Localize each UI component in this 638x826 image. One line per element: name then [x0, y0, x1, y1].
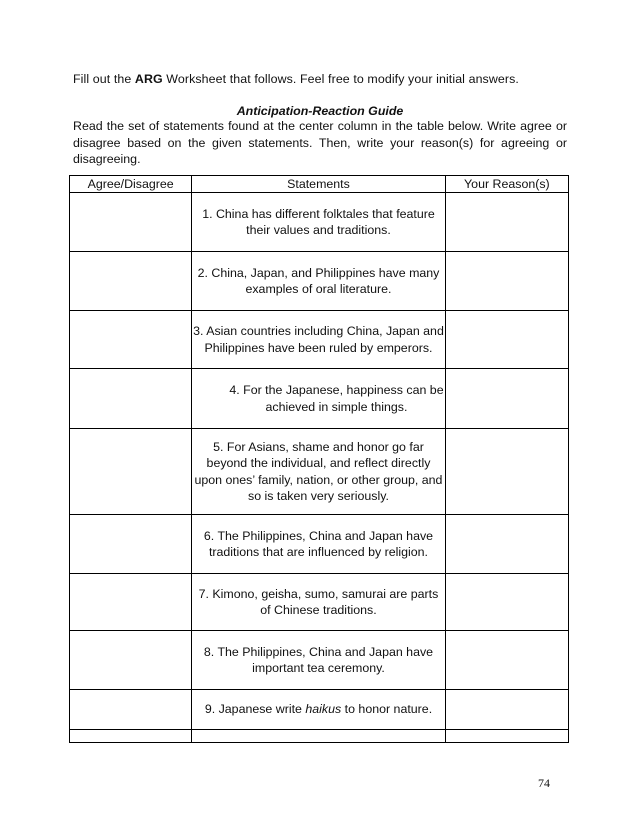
- instructions-paragraph: Read the set of statements found at the center column in the table below. Write agree or disagree based on the given statements. Then, write your reason(s) for agreeing or disagreeing.: [73, 119, 567, 166]
- table-row: [70, 369, 569, 429]
- statement-italic-haikus: haikus: [305, 702, 342, 717]
- agree-disagree-cell[interactable]: [70, 631, 192, 690]
- intro-bold-arg: ARG: [134, 72, 163, 86]
- agree-disagree-cell[interactable]: [70, 311, 192, 369]
- reason-cell[interactable]: [445, 574, 568, 631]
- guide-title: Anticipation-Reaction Guide: [236, 104, 404, 118]
- statement-cell: 3. Asian countries including China, Japan and Philippines have been ruled by emperors.: [192, 311, 446, 369]
- statement-after: to honor nature.: [341, 702, 433, 717]
- table-header-row: [70, 176, 569, 193]
- reason-cell[interactable]: [445, 730, 568, 743]
- table-row: [70, 631, 569, 690]
- reason-cell[interactable]: [445, 369, 568, 429]
- reason-cell[interactable]: [445, 252, 568, 311]
- agree-disagree-cell[interactable]: [70, 574, 192, 631]
- arg-table: [69, 175, 569, 743]
- table-row: [70, 574, 569, 631]
- reason-cell[interactable]: [445, 311, 568, 369]
- reason-cell[interactable]: [445, 429, 568, 515]
- header-reasons: Your Reason(s): [445, 176, 568, 193]
- agree-disagree-cell[interactable]: [70, 730, 192, 743]
- statement-cell: 7. Kimono, geisha, sumo, samurai are parts of Chinese traditions.: [192, 574, 446, 631]
- agree-disagree-cell[interactable]: [70, 515, 192, 574]
- table-row: [70, 311, 569, 369]
- reason-cell[interactable]: [445, 515, 568, 574]
- statement-cell: 5. For Asians, shame and honor go far beyond the individual, and reflect directly upon ones’ family, nation, or other group, and so is taken very seriously.: [192, 429, 446, 515]
- agree-disagree-cell[interactable]: [70, 690, 192, 730]
- statement-cell: 6. The Philippines, China and Japan have traditions that are influenced by religion.: [192, 515, 446, 574]
- statement-cell: 8. The Philippines, China and Japan have important tea ceremony.: [192, 631, 446, 690]
- header-agree-disagree: Agree/Disagree: [70, 176, 192, 193]
- page-number: 74: [538, 776, 550, 790]
- agree-disagree-cell[interactable]: [70, 429, 192, 515]
- statement-cell-empty: [192, 730, 446, 743]
- agree-disagree-cell[interactable]: [70, 193, 192, 252]
- statement-cell: 1. China has different folktales that feature their values and traditions.: [192, 193, 446, 252]
- table-row: [70, 515, 569, 574]
- table-row: [70, 252, 569, 311]
- table-row: [70, 690, 569, 730]
- reason-cell[interactable]: [445, 193, 568, 252]
- reason-cell[interactable]: [445, 690, 568, 730]
- intro-text: [73, 71, 573, 87]
- agree-disagree-cell[interactable]: [70, 369, 192, 429]
- intro-after: Worksheet that follows. Feel free to modify your initial answers.: [162, 72, 519, 86]
- table-row: [70, 193, 569, 252]
- statement-before: 9. Japanese write: [204, 702, 306, 717]
- table-row: [70, 429, 569, 515]
- statement-cell: 4. For the Japanese, happiness can be achieved in simple things.: [192, 369, 446, 429]
- agree-disagree-cell[interactable]: [70, 252, 192, 311]
- table-row-empty: [70, 730, 569, 743]
- statement-cell: 2. China, Japan, and Philippines have many examples of oral literature.: [192, 252, 446, 311]
- intro-before: Fill out the: [73, 72, 135, 86]
- header-statements: Statements: [192, 176, 446, 193]
- statement-cell: [192, 690, 446, 730]
- reason-cell[interactable]: [445, 631, 568, 690]
